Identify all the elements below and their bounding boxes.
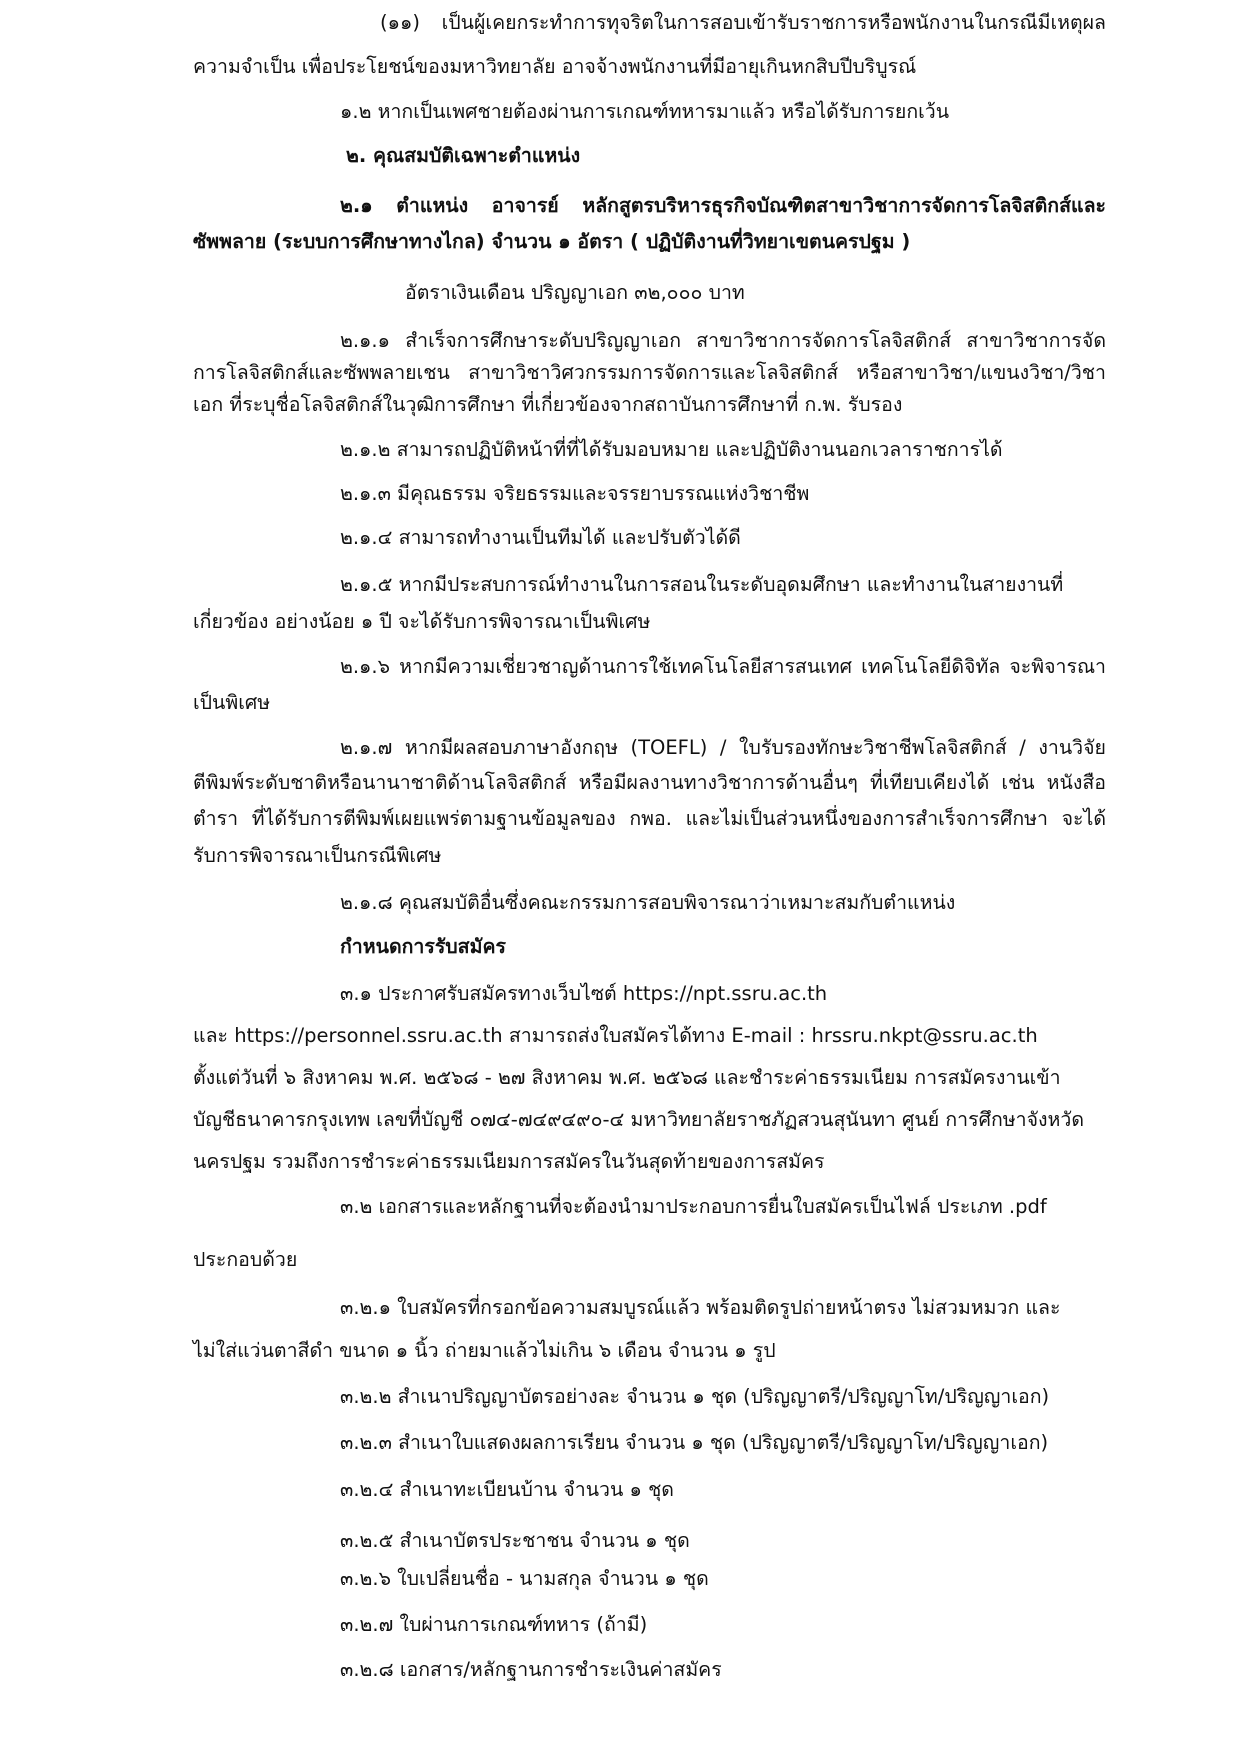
item-3-2-4: ๓.๒.๔ สำเนาทะเบียนบ้าน จำนวน ๑ ชุด <box>340 1478 674 1501</box>
application-schedule-heading: กำหนดการรับสมัคร <box>340 935 506 958</box>
item-3-2-5: ๓.๒.๕ สำเนาบัตรประชาชน จำนวน ๑ ชุด <box>340 1529 690 1552</box>
item-2-1-1-line-3: เอก ที่ระบุชื่อโลจิสติกส์ในวุฒิการศึกษา ที่เกี่ยวข้องจากสถาบันการศึกษาที่ ก.พ. รับรอง <box>193 393 903 416</box>
item-3-1-line-3: ตั้งแต่วันที่ ๖ สิงหาคม พ.ศ. ๒๕๖๘ - ๒๗ สิงหาคม พ.ศ. ๒๕๖๘ และชำระค่าธรรมเนียม การสมัครงานเข้า <box>193 1066 1061 1089</box>
item-2-1-6-line-1: ๒.๑.๖ หากมีความเชี่ยวชาญด้านการใช้เทคโนโลยีสารสนเทศ เทคโนโลยีดิจิทัล จะพิจารณา <box>340 655 1106 678</box>
item-3-2-line-2: ประกอบด้วย <box>193 1248 298 1271</box>
item-3-2-1-line-2: ไม่ใส่แว่นตาสีดำ ขนาด ๑ นิ้ว ถ่ายมาแล้วไม่เกิน ๖ เดือน จำนวน ๑ รูป <box>193 1339 776 1362</box>
item-2-1-8: ๒.๑.๘ คุณสมบัติอื่นซึ่งคณะกรรมการสอบพิจารณาว่าเหมาะสมกับตำแหน่ง <box>340 891 956 914</box>
item-3-1-line-4: บัญชีธนาคารกรุงเทพ เลขที่บัญชี ๐๗๔-๗๔๙๔๙๐-๔ มหาวิทยาลัยราชภัฏสวนสุนันทา ศูนย์ การศึกษาจังหวัด <box>193 1108 1085 1131</box>
item-3-2-7: ๓.๒.๗ ใบผ่านการเกณฑ์ทหาร (ถ้ามี) <box>340 1613 648 1636</box>
item-2-1-4: ๒.๑.๔ สามารถทำงานเป็นทีมได้ และปรับตัวได้ดี <box>340 526 741 549</box>
item-3-2-line-1: ๓.๒ เอกสารและหลักฐานที่จะต้องนำมาประกอบการยื่นใบสมัครเป็นไฟล์ ประเภท .pdf <box>340 1195 1047 1218</box>
item-3-1-line-1: ๓.๑ ประกาศรับสมัครทางเว็บไซต์ https://npt.ssru.ac.th <box>340 982 828 1005</box>
item-3-2-3: ๓.๒.๓ สำเนาใบแสดงผลการเรียน จำนวน ๑ ชุด (ปริญญาตรี/ปริญญาโท/ปริญญาเอก) <box>340 1431 1049 1454</box>
item-3-2-2: ๓.๒.๒ สำเนาปริญญาบัตรอย่างละ จำนวน ๑ ชุด (ปริญญาตรี/ปริญญาโท/ปริญญาเอก) <box>340 1385 1050 1408</box>
item-2-1-1-line-2: การโลจิสติกส์และซัพพลายเชน สาขาวิชาวิศวกรรมการจัดการและโลจิสติกส์ หรือสาขาวิชา/แขนงวิชา/วิชา <box>193 361 1106 384</box>
item-1-11-line-1: (๑๑) เป็นผู้เคยกระทำการทุจริตในการสอบเข้ารับราชการหรือพนักงานในกรณีมีเหตุผล <box>380 11 1106 34</box>
item-2-1-2: ๒.๑.๒ สามารถปฏิบัติหน้าที่ที่ได้รับมอบหมาย และปฏิบัติงานนอกเวลาราชการได้ <box>340 438 1003 461</box>
item-3-1-line-5: นครปฐม รวมถึงการชำระค่าธรรมเนียมการสมัครในวันสุดท้ายของการสมัคร <box>193 1150 825 1173</box>
position-heading-line-2: ซัพพลาย (ระบบการศึกษาทางไกล) จำนวน ๑ อัตรา ( ปฏิบัติงานที่วิทยาเขตนครปฐม ) <box>193 230 911 253</box>
item-2-1-7-line-2: ตีพิมพ์ระดับชาติหรือนานาชาติด้านโลจิสติกส์ หรือมีผลงานทางวิชาการด้านอื่นๆ ที่เทียบเคียงได้ เช่น หนังสือ <box>193 771 1106 794</box>
item-2-1-5-line-1: ๒.๑.๕ หากมีประสบการณ์ทำงานในการสอนในระดับอุดมศึกษา และทำงานในสายงานที่ <box>340 573 1064 596</box>
item-1-11-line-2: ความจำเป็น เพื่อประโยชน์ของมหาวิทยาลัย อาจจ้างพนักงานที่มีอายุเกินหกสิบปีบริบูรณ์ <box>193 55 917 78</box>
item-2-1-5-line-2: เกี่ยวข้อง อย่างน้อย ๑ ปี จะได้รับการพิจารณาเป็นพิเศษ <box>193 610 651 633</box>
item-2-1-7-line-3: ตำรา ที่ได้รับการตีพิมพ์เผยแพร่ตามฐานข้อมูลของ กพอ. และไม่เป็นส่วนหนึ่งของการสำเร็จการศึกษา จะได้ <box>193 807 1106 830</box>
item-3-2-1-line-1: ๓.๒.๑ ใบสมัครที่กรอกข้อความสมบูรณ์แล้ว พร้อมติดรูปถ่ายหน้าตรง ไม่สวมหมวก และ <box>340 1296 1061 1319</box>
item-3-1-line-2: และ https://personnel.ssru.ac.th สามารถส่งใบสมัครได้ทาง E-mail : hrssru.nkpt@ssru.ac.th <box>193 1024 1038 1047</box>
item-2-1-7-line-4: รับการพิจารณาเป็นกรณีพิเศษ <box>193 844 442 867</box>
item-2-1-1-line-1: ๒.๑.๑ สำเร็จการศึกษาระดับปริญญาเอก สาขาวิชาการจัดการโลจิสติกส์ สาขาวิชาการจัด <box>340 329 1106 352</box>
position-heading-line-1: ๒.๑ ตำแหน่ง อาจารย์ หลักสูตรบริหารธุรกิจบัณฑิตสาขาวิชาการจัดการโลจิสติกส์และ <box>340 194 1106 217</box>
section-2-heading: ๒. คุณสมบัติเฉพาะตำแหน่ง <box>346 144 581 167</box>
salary-line: อัตราเงินเดือน ปริญญาเอก ๓๒,๐๐๐ บาท <box>405 281 745 304</box>
item-3-2-6: ๓.๒.๖ ใบเปลี่ยนชื่อ - นามสกุล จำนวน ๑ ชุด <box>340 1567 709 1590</box>
item-3-2-8: ๓.๒.๘ เอกสาร/หลักฐานการชำระเงินค่าสมัคร <box>340 1658 722 1681</box>
item-2-1-6-line-2: เป็นพิเศษ <box>193 691 271 714</box>
item-2-1-3: ๒.๑.๓ มีคุณธรรม จริยธรรมและจรรยาบรรณแห่งวิชาชีพ <box>340 482 810 505</box>
item-1-2: ๑.๒ หากเป็นเพศชายต้องผ่านการเกณฑ์ทหารมาแล้ว หรือได้รับการยกเว้น <box>340 100 950 123</box>
item-2-1-7-line-1: ๒.๑.๗ หากมีผลสอบภาษาอังกฤษ (TOEFL) / ใบรับรองทักษะวิชาชีพโลจิสติกส์ / งานวิจัย <box>340 736 1106 759</box>
